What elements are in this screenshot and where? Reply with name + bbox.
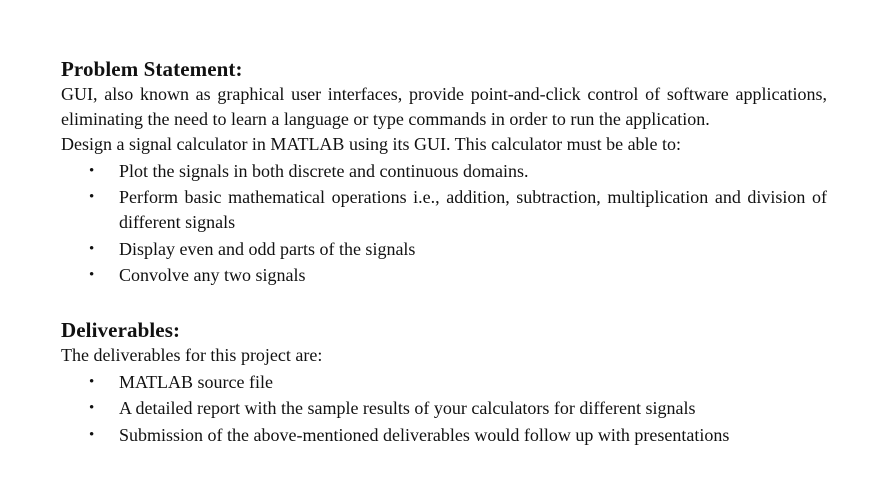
list-item (61, 185, 827, 235)
list-item-text: Display even and odd parts of the signals (119, 238, 416, 259)
list-item (61, 263, 827, 288)
problem-statement-section (61, 56, 827, 288)
list-item-text: A detailed report with the sample results of your calculators for different signals (119, 398, 696, 418)
bullet-icon: • (89, 373, 95, 390)
bullet-icon: • (89, 426, 95, 443)
bullet-icon: • (89, 267, 95, 283)
document-page (61, 56, 827, 448)
list-item (61, 396, 827, 421)
deliverables-intro: The deliverables for this project are: (61, 345, 323, 365)
bullet-icon: • (89, 162, 95, 179)
list-item-text: Submission of the above-mentioned deliverables would follow up with presentations (119, 424, 730, 445)
list-item-text: Perform basic mathematical operations i.e., addition, subtraction, multiplication and division of different signals (119, 187, 827, 232)
list-item (61, 370, 827, 395)
deliverables-list (61, 370, 827, 448)
section-spacer (61, 288, 827, 317)
list-item-text: MATLAB source file (119, 371, 273, 392)
deliverables-heading: Deliverables: (61, 318, 181, 342)
problem-statement-intro: GUI, also known as graphical user interfaces, provide point-and-click control of software applications, eliminating the need to learn a language or type commands in order to run the application. (61, 84, 827, 129)
bullet-icon: • (89, 189, 95, 205)
bullet-icon: • (89, 400, 95, 416)
list-item (61, 423, 827, 448)
list-item-text: Plot the signals in both discrete and continuous domains. (119, 160, 529, 181)
list-item-text: Convolve any two signals (119, 265, 306, 285)
deliverables-section (61, 317, 827, 448)
problem-statement-task: Design a signal calculator in MATLAB using its GUI. This calculator must be able to: (61, 134, 682, 154)
problem-statement-heading: Problem Statement: (61, 57, 243, 81)
list-item (61, 159, 827, 184)
bullet-icon: • (89, 240, 95, 257)
requirements-list (61, 159, 827, 289)
list-item (61, 237, 827, 262)
